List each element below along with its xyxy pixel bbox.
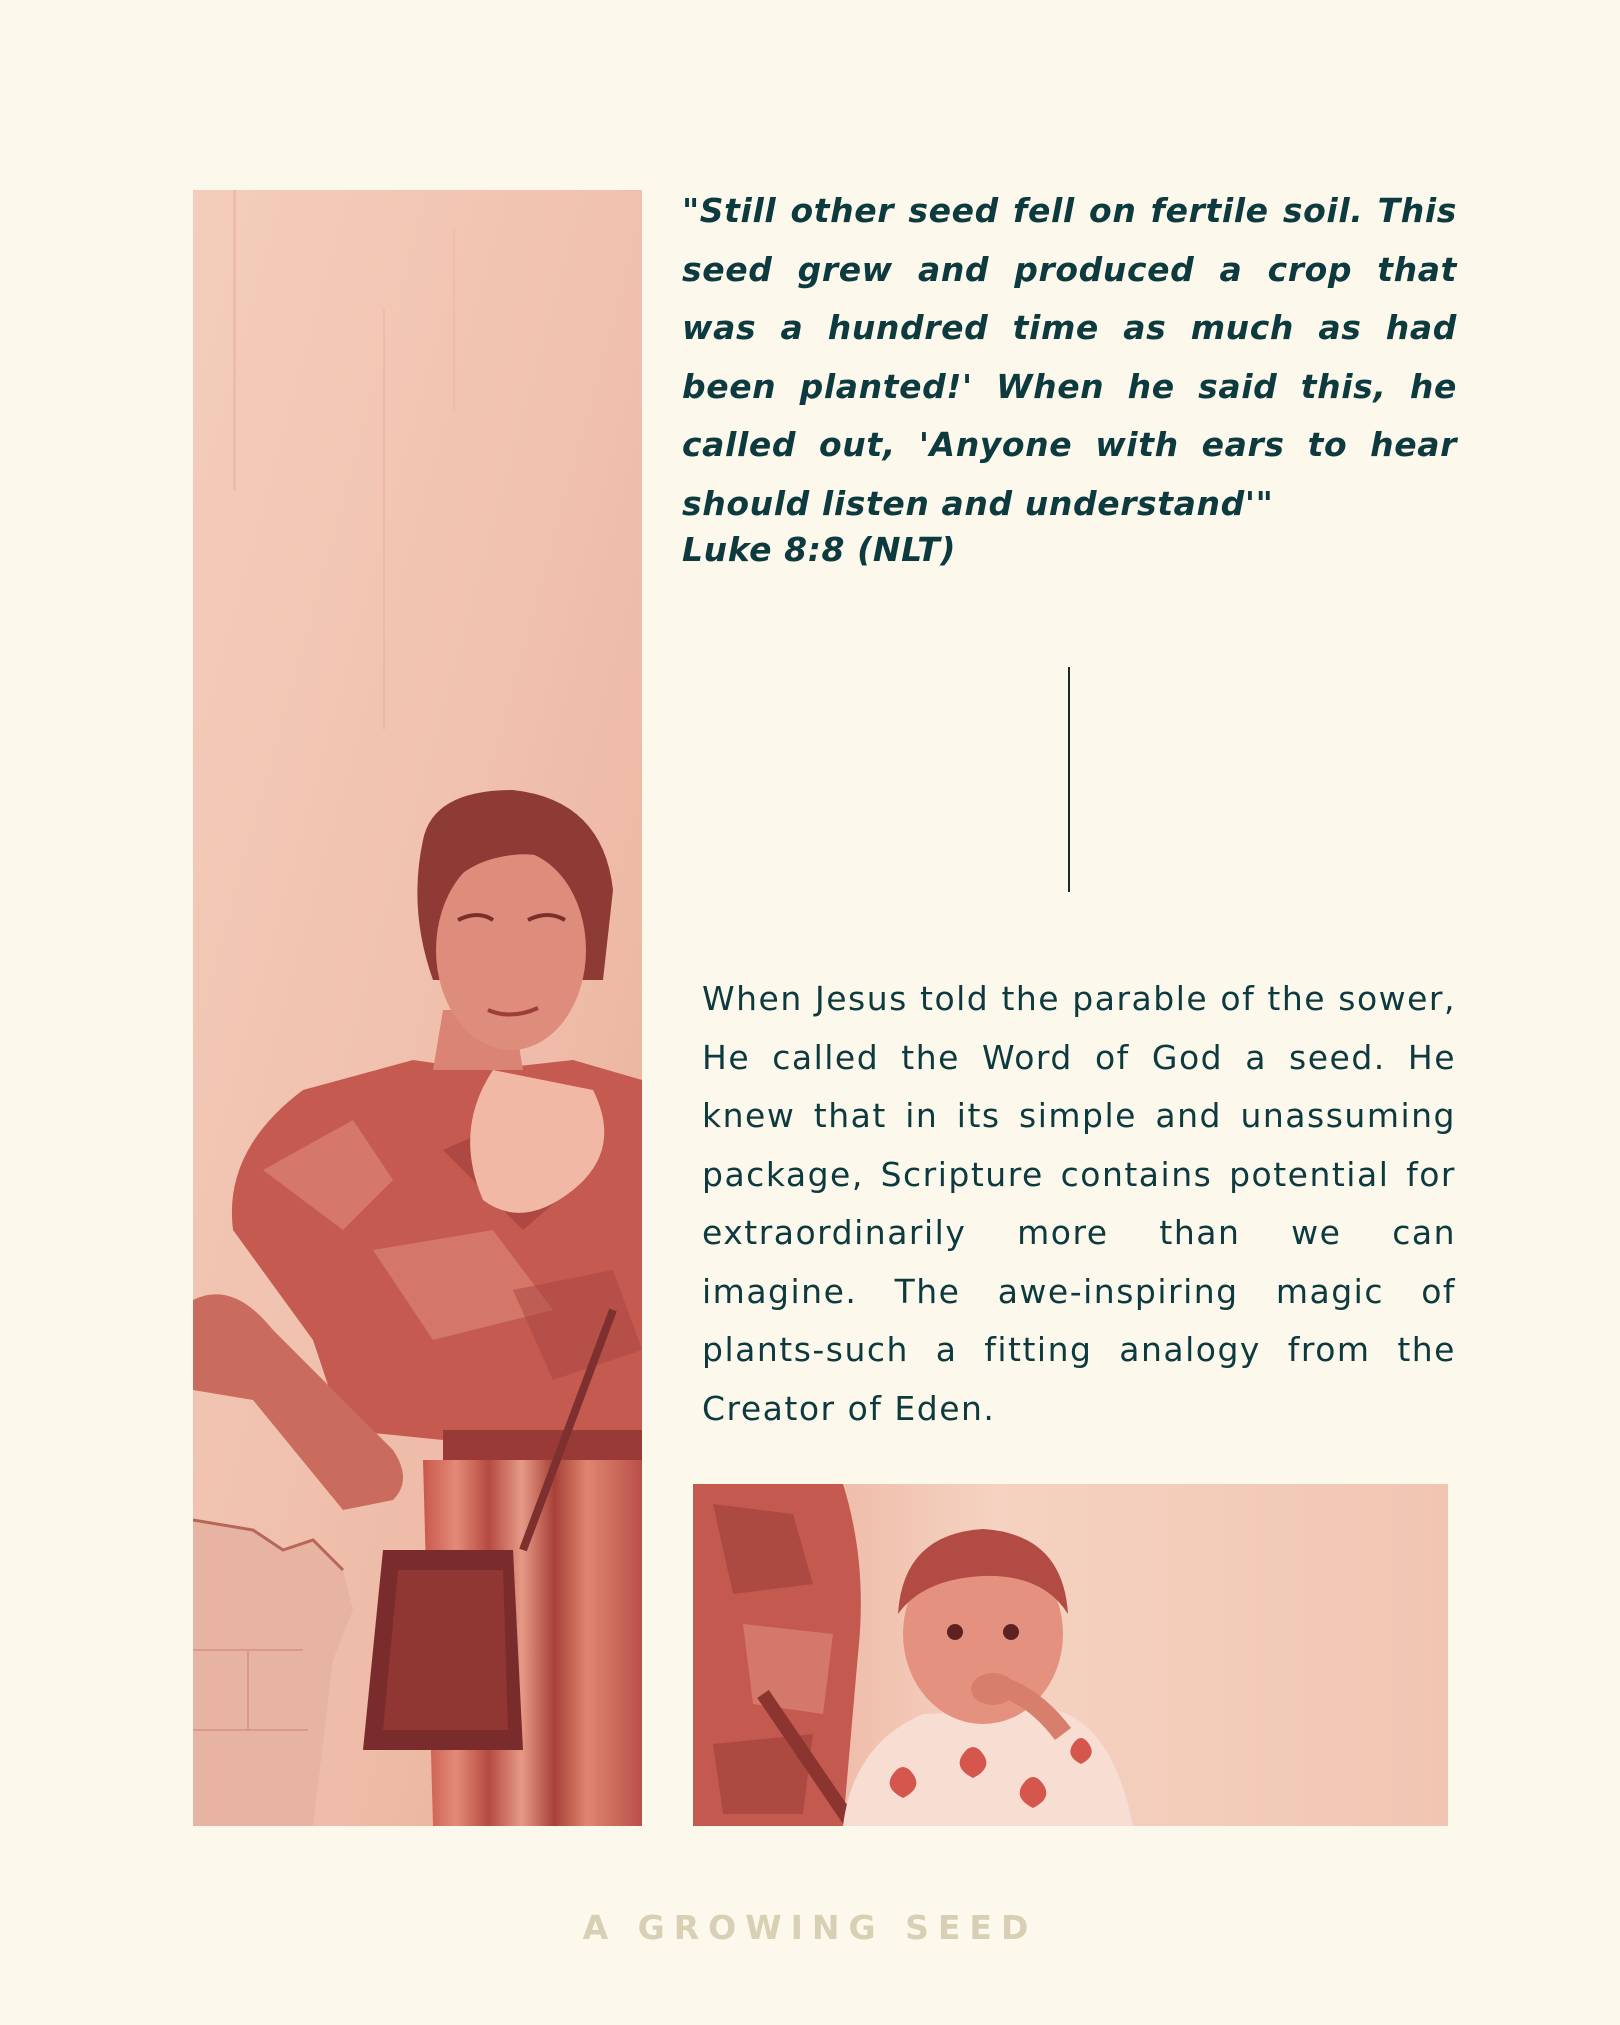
body-paragraph: When Jesus told the parable of the sower, He called the Word of God a seed. He knew that in its simple and unassuming package, Scripture contains potential for extraordinarily more than we can imagine. The awe-inspiring magic of plants-such a fitting analogy from the Creator of Eden. — [702, 979, 1456, 1428]
vertical-divider — [1068, 667, 1070, 892]
footer-title: A GROWING SEED — [582, 1908, 1038, 1947]
quote-reference: Luke 8:8 (NLT) — [682, 530, 957, 569]
quote-text: "Still other seed fell on fertile soil. This seed grew and produced a crop that was a hundred time as much as had been planted!' When he said this, he called out, 'Anyone with ears to hear should listen and understand'" — [682, 191, 1457, 523]
child-photo-illustration — [693, 1484, 1448, 1826]
woman-photo-illustration — [193, 190, 642, 1826]
scripture-quote — [682, 182, 1457, 580]
child-photo — [693, 1484, 1448, 1826]
woman-photo — [193, 190, 642, 1826]
